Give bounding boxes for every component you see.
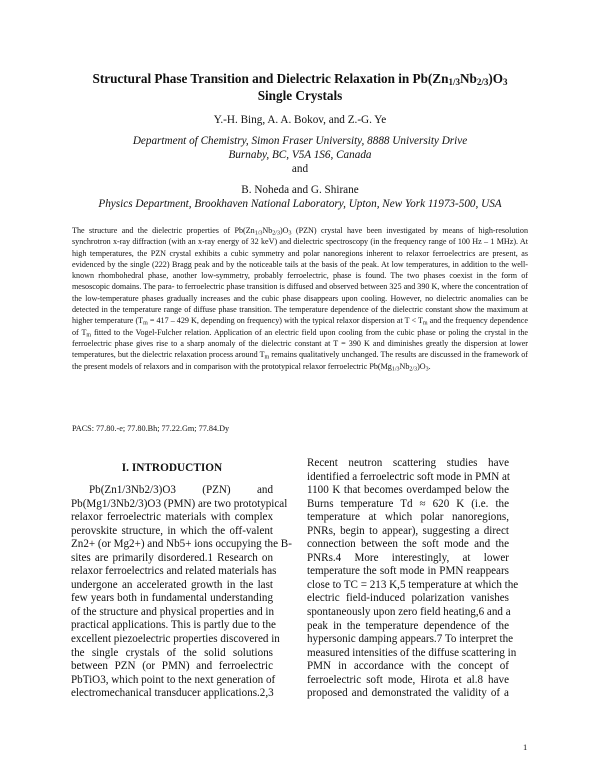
paper-title: [70, 70, 530, 104]
text-line: practical applications. This is partly due to the: [71, 619, 276, 632]
text-line: Zn2+ (or Mg2+) and Nb5+ ions occupying the B-: [71, 538, 292, 551]
title-line-1: Structural Phase Transition and Dielectric Relaxation in $Pb(Zn_{1/3}Nb_{2/3})O_3$: [92, 71, 508, 87]
text-line: the single crystals of the solid solutions: [71, 646, 273, 659]
section-heading: I. INTRODUCTION: [121, 462, 223, 474]
text-line: relaxor ferroelectric materials with complex: [71, 511, 273, 524]
text-line: measured intensities of the diffuse scattering in: [307, 646, 517, 659]
text-line: Recent neutron scattering studies have: [307, 457, 509, 469]
text-line: close to TC = 213 K,5 temperature at which the: [307, 578, 519, 591]
text-line: electromechanical transducer applications.2,3: [71, 687, 274, 700]
affiliation-1-line-1: Department of Chemistry, Simon Fraser University, 8888 University Drive: [132, 135, 468, 147]
pacs-codes: PACS: 77.80.-e; 77.80.Bh; 77.22.Gm; 77.84.Dy: [72, 424, 230, 433]
text-line: perovskite structure, in which the off-valent: [71, 524, 273, 537]
text-line: hypersonic damping appears.7 To interpret the: [307, 633, 514, 646]
text-line: temperature the soft mode in PMN reappears: [307, 565, 509, 578]
abstract: The structure and the dielectric properties of $Pb(Zn_{1/3}Nb_{2/3})O_3$ (PZN) crystal have been investigated by means of high-resolution synchrotron x-ray diffraction (with an x-ray energy of 32 keV) and dielectric spectroscopy (in the frequency range of 100 Hz – 1 MHz). At high temperatures, the PZN crystal exhibits a cubic symmetry and polar nanoregions inherent to relaxor ferroelectrics are present, as evidenced by the single (222) Bragg peak and by the noticeable tails at the basis of the peak. At low temperatures, in addition to the well-known rhombohedral phase, another low-symmetry, probably ferroelectric, phase is found. The two phases coexist in the form of mesoscopic domains. The para- to ferroelectric phase transition is diffused and observed between 325 and 390 K, where the concentration of the low-temperature phases gradually increases and the cubic phase disappears upon cooling. However, no dielectric anomalies can be detected in the temperature range of diffuse phase transition. The temperature dependence of the dielectric constant show the maximum at higher temperature ($T_m = 417 - 429$ K, depending on frequency) with the typical relaxor dispersion at $T < T_m$ and the frequency dependence of $T_m$ fitted to the Vogel-Fulcher relation. Application of an electric field upon cooling from the cubic phase or poling the crystal in the ferroelectric phase gives rise to a sharp anomaly of the dielectric constant at T = 390 K and diminishes greatly the dispersion at lower temperatures, but the dielectric relaxation process around $T_m$ remains qualitatively unchanged. The results are discussed in the framework of the present models of relaxors and in comparison with the prototypical relaxor ferroelectric $Pb(Mg_{1/3}Nb_{2/3})O_3$.: [72, 226, 528, 373]
authors-group-1: Y.-H. Bing, A. A. Bokov, and Z.-G. Ye: [213, 114, 387, 126]
text-line: ferroelectric soft mode, Hirota et al.8 have: [307, 673, 509, 686]
text-line: connection between the soft mode and the: [307, 538, 509, 551]
affiliation-2: Physics Department, Brookhaven National Laboratory, Upton, New York 11973-500, USA: [98, 198, 502, 210]
text-line: of the structure and physical properties and in: [71, 605, 275, 618]
text-line: temperature at which polar nanoregions,: [307, 511, 509, 524]
text-line: relaxor ferroelectrics and related materials has: [71, 565, 277, 578]
text-line: between PZN (or PMN) and ferroelectric: [71, 660, 273, 673]
text-line: Pb(Mg1/3Nb2/3)O3 (PMN) are two prototypical: [71, 497, 288, 510]
text-line: PMN in accordance with the concept of: [307, 660, 509, 673]
text-line: Pb(Zn1/3Nb2/3)O3 (PZN) and: [89, 484, 273, 496]
text-line: PNRs.4 More interestingly, at lower: [307, 551, 509, 564]
text-line: Burns temperature Td ≈ 620 K (i.e. the: [307, 497, 509, 510]
text-line: peak in the temperature dependence of the: [307, 619, 509, 632]
text-line: spontaneously upon zero field heating,6 and a: [307, 606, 511, 619]
page-number: 1: [523, 742, 528, 752]
text-line: undergone an accelerated growth in the last: [71, 578, 273, 591]
text-line: PbTiO3, which point to the next generation of: [71, 673, 276, 686]
text-line: identified a ferroelectric soft mode in PMN at: [307, 470, 511, 483]
text-line: proposed and demonstrated the validity of a: [307, 687, 509, 700]
text-line: electric field-induced polarization vanishes: [307, 592, 509, 605]
text-line: excellent piezoelectric properties discovered in: [71, 633, 280, 646]
affiliation-1-line-2: Burnaby, BC, V5A 1S6, Canada: [228, 149, 372, 161]
text-line: sites are primarily disordered.1 Research on: [71, 551, 273, 564]
text-line: PNRs, begin to appear), suggesting a direct: [307, 524, 509, 537]
and-connector: and: [291, 163, 309, 175]
intro-right-column: [307, 457, 519, 701]
text-line: few years both in fundamental understanding: [71, 592, 273, 605]
title-line-2: Single Crystals: [257, 88, 343, 103]
authors-group-2: B. Noheda and G. Shirane: [241, 184, 359, 196]
intro-left-column: [71, 458, 292, 701]
text-line: 1100 K that becomes overdamped below the: [307, 484, 509, 497]
